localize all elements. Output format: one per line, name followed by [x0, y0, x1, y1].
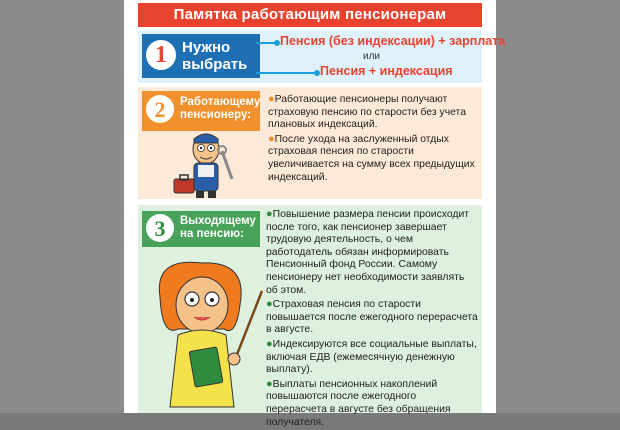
- option-pension-indexation: Пенсия + индексация: [320, 64, 453, 78]
- bullet-dot: ●: [266, 208, 273, 220]
- or-text: или: [363, 51, 381, 62]
- bullet-dot: ●: [266, 337, 273, 350]
- bullet-dot: ●: [268, 132, 275, 145]
- section-3-bullet: ●Выплаты пенсионных накоплений повышаются после ежегодного перерасчета в августе без обращения получателя.: [266, 377, 451, 428]
- worker-illustration: [170, 131, 250, 199]
- section-3-text: [266, 208, 478, 430]
- section-1-number: 1: [146, 40, 176, 70]
- section-2-label-line2: пенсионеру:: [180, 109, 252, 121]
- teacher-illustration: [144, 257, 266, 413]
- bullet-dot: ●: [268, 93, 275, 105]
- section-choose: [138, 31, 506, 83]
- section-1-header: [142, 34, 260, 78]
- section-2-bullet: ●Работающие пенсионеры получают страховую пенсию по старости без учета плановых индексаций.: [268, 93, 466, 131]
- section-retiring: [138, 205, 482, 428]
- section-3-label-line1: Выходящему: [180, 215, 256, 227]
- memo-poster: [124, 0, 506, 428]
- section-2-text: [268, 93, 476, 185]
- section-2-bullet: ●После ухода на заслуженный отдых страховая пенсия по старости увеличивается на сумму всех предыдущих индексаций.: [268, 132, 475, 183]
- section-3-bullet: ●Страховая пенсия по старости повышается после ежегодного перерасчета в августе.: [266, 298, 478, 336]
- section-1-label: [182, 39, 247, 73]
- section-2-label: [180, 96, 260, 122]
- section-3-bullet: ●Повышение размера пенсии происходит после того, как пенсионер завершает трудовую деятельность, о чем работодатель обязан информировать Пенсионный фонд России. Самому пенсионеру нет необходимости заявлять об этом.: [266, 208, 470, 296]
- section-working-pensioner: [138, 87, 482, 199]
- section-2-header: [142, 91, 260, 131]
- bullet-dot: ●: [266, 377, 273, 390]
- section-2-label-line1: Работающему: [180, 96, 261, 108]
- poster-title: Памятка работающим пенсионерам: [138, 3, 482, 27]
- right-backdrop: [496, 0, 620, 413]
- option-pension-salary: Пенсия (без индексации) + зарплата: [280, 34, 506, 48]
- section-2-number: 2: [146, 95, 174, 123]
- section-3-number: 3: [146, 214, 174, 242]
- left-backdrop: [0, 0, 124, 413]
- connector-line-2: [256, 72, 318, 74]
- section-1-label-line2: выбрать: [182, 56, 248, 73]
- bullet-dot: ●: [266, 298, 273, 311]
- section-3-bullet: ●Индексируются все социальные выплаты, включая ЕДВ (ежемесячную денежную выплату).: [266, 337, 477, 376]
- section-3-label-line2: на пенсию:: [180, 228, 244, 240]
- section-3-header: [142, 211, 260, 247]
- section-3-label: [180, 215, 256, 241]
- section-1-label-line1: Нужно: [182, 39, 231, 56]
